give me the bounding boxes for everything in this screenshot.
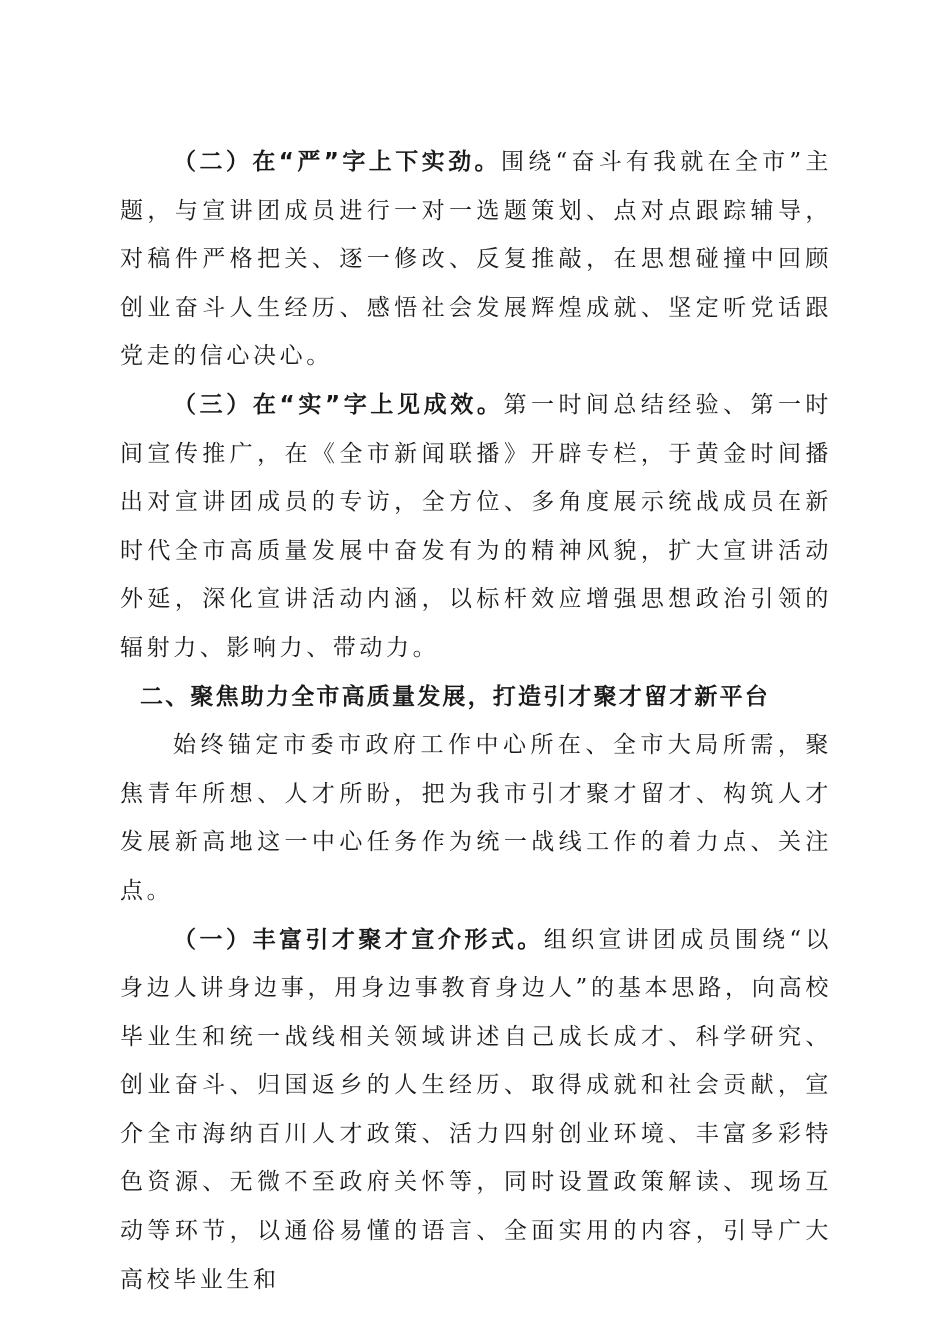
paragraph-text: 组织宣讲团成员围绕“以身边人讲身边事，用身边事教育身边人”的基本思路，向高校毕业生和统一战线相关领域讲述自己成长成才、科学研究、创业奋斗、归国返乡的人生经历、取得成就和社会贡献，宣介全市海纳百川人才政策、活力四射创业环境、丰富多彩特色资源、无微不至政府关怀等，同时设置政策解读、现场互动等环节，以通俗易懂的语言、全面实用的内容，引导广大高校毕业生和 [120, 926, 833, 1293]
paragraph-text: 第一时间总结经验、第一时间宣传推广，在《全市新闻联播》开辟专栏，于黄金时间播出对宣讲团成员的专访，全方位、多角度展示统战成员在新时代全市高质量发展中奋发有为的精神风貌，扩大宣讲活动外延，深化宣讲活动内涵，以标杆效应增强思想政治引领的辐射力、影响力、带动力。 [120, 391, 833, 661]
paragraph-results [120, 381, 832, 673]
paragraph-lead: （三）在“实”字上见成效。 [173, 391, 504, 418]
paragraph-text: 围绕“奋斗有我就在全市”主题，与宣讲团成员进行一对一选题策划、点对点跟踪辅导，对稿件严格把关、逐一修改、反复推敲，在思想碰撞中回顾创业奋斗人生经历、感悟社会发展辉煌成就、坚定听党话跟党走的信心决心。 [120, 149, 832, 370]
section-heading: 二、聚焦助力全市高质量发展，打造引才聚才留才新平台 [140, 683, 770, 710]
paragraph-lead: （二）在“严”字上下实劲。 [173, 149, 501, 175]
section-intro: 始终锚定市委市政府工作中心所在、全市大局所需，聚焦青年所想、人才所盼，把为我市引才聚才留才、构筑人才发展新高地这一中心任务作为统一战线工作的着力点、关注点。 [120, 732, 832, 904]
paragraph-talent-promotion [120, 916, 832, 1305]
document-body [120, 138, 832, 1304]
paragraph-lead: （一）丰富引才聚才宣介形式。 [173, 926, 544, 953]
paragraph-strict [120, 138, 832, 381]
